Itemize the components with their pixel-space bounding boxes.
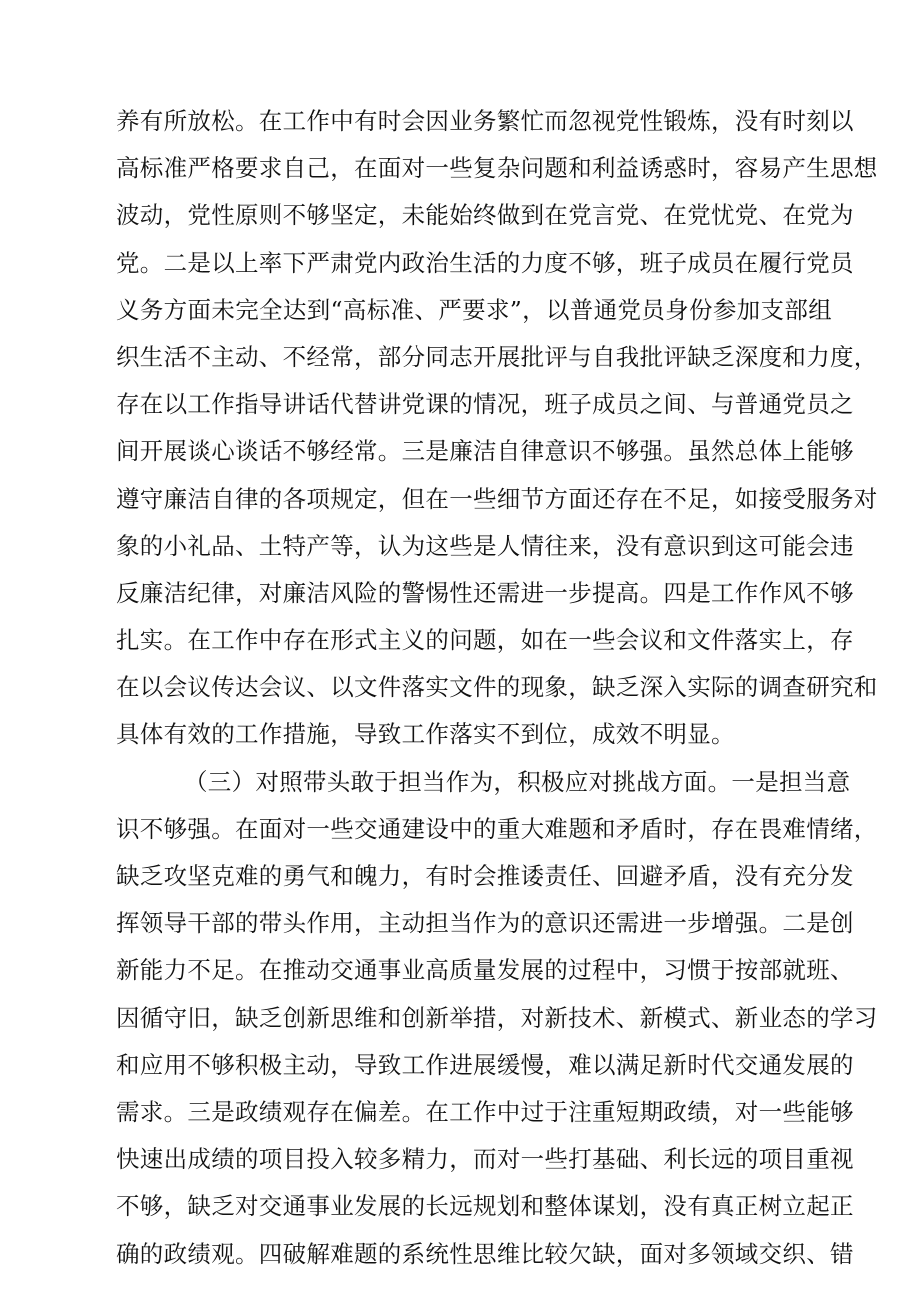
text-line: 遵守廉洁自律的各项规定，但在一些细节方面还存在不足，如接受服务对 bbox=[116, 484, 878, 513]
text-line: 挥领导干部的带头作用，主动担当作为的意识还需进一步增强。二是创 bbox=[116, 909, 854, 938]
text-line: 缺乏攻坚克难的勇气和魄力，有时会推诿责任、回避矛盾，没有充分发 bbox=[116, 862, 854, 890]
text-line: 和应用不够积极主动，导致工作进展缓慢，难以满足新时代交通发展的 bbox=[116, 1050, 854, 1079]
text-line: 象的小礼品、土特产等，认为这些是人情往来，没有意识到这可能会违 bbox=[116, 531, 854, 560]
text-line: 快速出成绩的项目投入较多精力，而对一些打基础、利长远的项目重视 bbox=[116, 1145, 854, 1174]
text-line: 织生活不主动、不经常，部分同志开展批评与自我批评缺乏深度和力度， bbox=[116, 342, 878, 371]
text-line: 具体有效的工作措施，导致工作落实不到位，成效不明显。 bbox=[116, 720, 735, 749]
text-line: 识不够强。在面对一些交通建设中的重大难题和矛盾时，存在畏难情绪， bbox=[116, 814, 878, 843]
text-line: 需求。三是政绩观存在偏差。在工作中过于注重短期政绩，对一些能够 bbox=[116, 1097, 854, 1126]
text-line: 不够，缺乏对交通事业发展的长远规划和整体谋划，没有真正树立起正 bbox=[116, 1192, 854, 1221]
body-text bbox=[116, 98, 878, 1278]
text-line: 反廉洁纪律，对廉洁风险的警惕性还需进一步提高。四是工作作风不够 bbox=[116, 578, 854, 607]
text-line: 党。二是以上率下严肃党内政治生活的力度不够，班子成员在履行党员 bbox=[116, 248, 854, 277]
section-heading-line: （三）对照带头敢于担当作为，积极应对挑战方面。一是担当意 bbox=[184, 767, 851, 796]
text-line: 确的政绩观。四破解难题的系统性思维比较欠缺，面对多领域交织、错 bbox=[116, 1239, 854, 1268]
text-line: 养有所放松。在工作中有时会因业务繁忙而忽视党性锻炼，没有时刻以 bbox=[116, 107, 854, 135]
text-line: 存在以工作指导讲话代替讲党课的情况，班子成员之间、与普通党员之 bbox=[116, 390, 854, 419]
text-line: 义务方面未完全达到“高标准、严要求”，以普通党员身份参加支部组 bbox=[116, 295, 832, 324]
text-line: 高标准严格要求自己，在面对一些复杂问题和利益诱惑时，容易产生思想 bbox=[116, 154, 878, 183]
text-line: 因循守旧，缺乏创新思维和创新举措，对新技术、新模式、新业态的学习 bbox=[116, 1003, 878, 1032]
text-line: 间开展谈心谈话不够经常。三是廉洁自律意识不够强。虽然总体上能够 bbox=[116, 437, 854, 466]
text-line: 新能力不足。在推动交通事业高质量发展的过程中，习惯于按部就班、 bbox=[116, 956, 854, 985]
text-line: 扎实。在工作中存在形式主义的问题，如在一些会议和文件落实上，存 bbox=[116, 626, 854, 655]
text-line: 波动，党性原则不够坚定，未能始终做到在党言党、在党忧党、在党为 bbox=[116, 201, 854, 230]
text-line: 在以会议传达会议、以文件落实文件的现象，缺乏深入实际的调查研究和 bbox=[116, 673, 878, 702]
